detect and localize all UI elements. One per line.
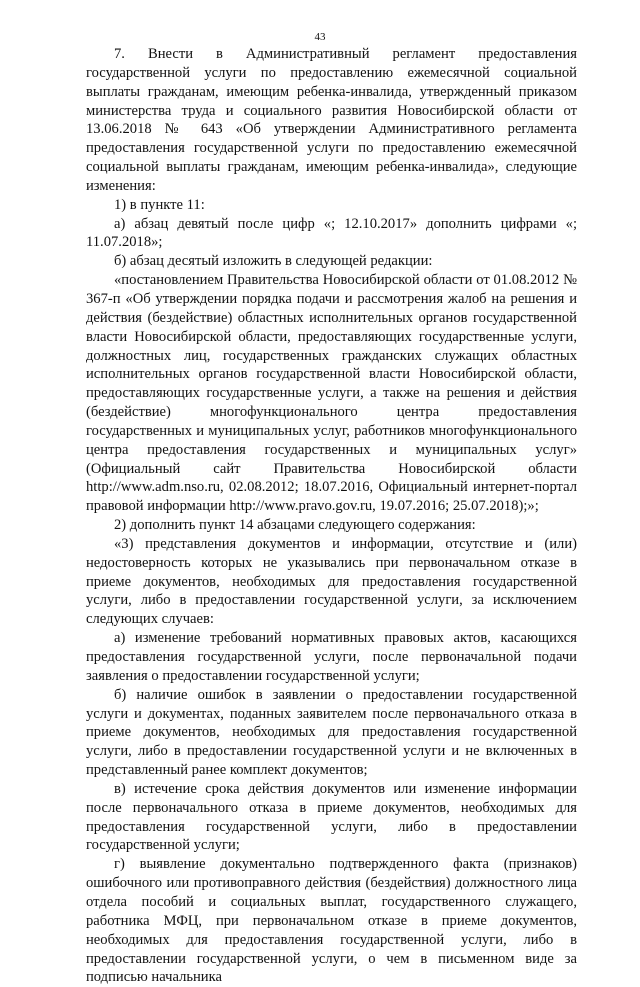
page-number: 43 [314,31,326,43]
paragraph-case-v: в) истечение срока действия документов или изменение информации после первоначального отказа в приеме документов, необходимых для предоставления государственной услуги, либо в предоставлении государственной услуги; [86,780,577,854]
paragraph-subitem-b: б) абзац десятый изложить в следующей редакции: [114,253,433,270]
paragraph-quoted-resolution: «постановлением Правительства Новосибирской области от 01.08.2012 № 367-п «Об утверждении порядка подачи и рассмотрения жалоб на решения и действия (бездействие) областных исполнительных органов государственной власти Новосибирской области, предоставляющих государственные услуги, должностных лиц, государственных гражданских служащих областных исполнительных органов государственной власти Новосибирской области, предоставляющих государственные услуги, а также на решения и действия (бездействие) многофункционального центра предоставления государственных и муниципальных услуг, работников многофункционального центра предоставления государственных и муниципальных услуг» (Официальный сайт Правительства Новосибирской области http://www.adm.nso.ru, 02.08.2012; 18.07.2016, Официальный интернет-портал правовой информации http://www.pravo.gov.ru, 19.07.2016; 25.07.2018);»; [86,272,577,515]
paragraph-point-14: 2) дополнить пункт 14 абзацами следующего содержания: [114,517,476,534]
document-body [86,45,577,987]
paragraph-case-a: а) изменение требований нормативных правовых актов, касающихся предоставления государственной услуги, после первоначальной подачи заявления о предоставлении государственной услуги; [86,630,577,684]
paragraph-point-11: 1) в пункте 11: [114,196,205,213]
paragraph-subitem-a: а) абзац девятый после цифр «; 12.10.2017» дополнить цифрами «; 11.07.2018»; [86,215,577,251]
paragraph-item-7: 7. Внести в Административный регламент предоставления государственной услуги по предоставлению ежемесячной социальной выплаты гражданам, имеющим ребенка-инвалида, утвержденный приказом министерства труда и социального развития Новосибирской области от 13.06.2018 № 643 «Об утверждении Административного регламента предоставления государственной услуги по предоставлению ежемесячной социальной выплаты гражданам, имеющим ребенка-инвалида», следующие изменения: [86,46,577,194]
paragraph-clause-3: «3) представления документов и информации, отсутствие и (или) недостоверность которых не указывались при первоначальном отказе в приеме документов, необходимых для предоставления государственной услуги, либо в предоставлении государственной услуги, за исключением следующих случаев: [86,535,577,628]
paragraph-case-g: г) выявление документально подтвержденного факта (признаков) ошибочного или противоправного действия (бездействия) должностного лица отдела пособий и социальных выплат, государственного служащего, работника МФЦ, при первоначальном отказе в приеме документов, необходимых для предоставления государственной услуги, либо в предоставлении государственной услуги, о чем в письменном виде за подписью начальника [86,856,577,986]
paragraph-case-b: б) наличие ошибок в заявлении о предоставлении государственной услуги и документах, поданных заявителем после первоначального отказа в приеме документов, необходимых для предоставления государственной услуги, либо в предоставлении государственной услуги и не включенных в представленный ранее комплект документов; [86,686,577,779]
